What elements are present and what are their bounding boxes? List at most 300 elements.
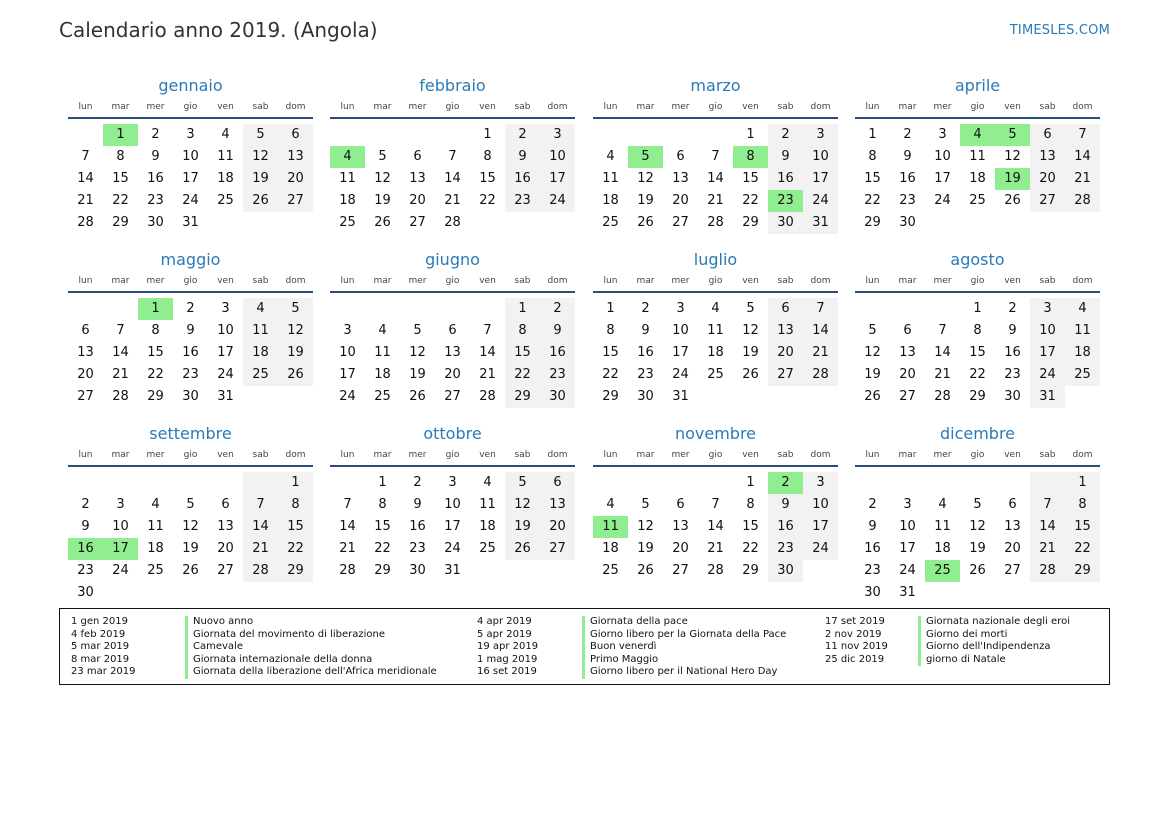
day-cell: 13 bbox=[444, 345, 461, 360]
empty-cell bbox=[628, 472, 663, 494]
day-cell: 4 bbox=[243, 298, 278, 320]
empty-cell bbox=[593, 472, 628, 494]
day-cell: 12 bbox=[637, 519, 654, 534]
day-cell: 11 bbox=[217, 149, 234, 164]
weekday-label: ven bbox=[479, 102, 496, 112]
legend-date: 1 mag 2019 bbox=[477, 653, 538, 665]
day-cell: 26 bbox=[278, 364, 313, 386]
day-cell: 10 bbox=[339, 345, 356, 360]
day-cell: 15 bbox=[1065, 516, 1100, 538]
day-cell: 8 bbox=[505, 320, 540, 342]
weekday-label: sab bbox=[514, 102, 531, 112]
weekday-label: ven bbox=[742, 102, 759, 112]
day-cell: 15 bbox=[374, 519, 391, 534]
day-cell: 2 bbox=[868, 497, 877, 512]
day-cell: 13 bbox=[409, 171, 426, 186]
day-cell: 11 bbox=[479, 497, 496, 512]
day-cell: 10 bbox=[803, 494, 838, 516]
day-cell: 2 bbox=[151, 127, 160, 142]
day-cell: 29 bbox=[278, 560, 313, 582]
day-cell: 28 bbox=[112, 389, 129, 404]
day-cell: 30 bbox=[899, 215, 916, 230]
day-cell: 29 bbox=[742, 215, 759, 230]
day-cell: 21 bbox=[479, 367, 496, 382]
day-cell: 28 bbox=[707, 215, 724, 230]
day-cell: 19 bbox=[637, 541, 654, 556]
day-cell: 7 bbox=[938, 323, 947, 338]
day-cell: 31 bbox=[1030, 386, 1065, 408]
day-cell: 13 bbox=[768, 320, 803, 342]
legend-holiday-name: Giornata del movimento di liberazione bbox=[193, 628, 385, 640]
legend-date: 4 feb 2019 bbox=[71, 628, 126, 640]
day-cell: 21 bbox=[803, 342, 838, 364]
holiday-day-cell: 25 bbox=[925, 560, 960, 582]
legend-date: 16 set 2019 bbox=[477, 666, 537, 677]
day-cell: 29 bbox=[742, 563, 759, 578]
day-cell: 15 bbox=[602, 345, 619, 360]
day-cell: 18 bbox=[339, 193, 356, 208]
day-cell: 19 bbox=[742, 345, 759, 360]
day-cell: 14 bbox=[707, 171, 724, 186]
day-cell: 28 bbox=[803, 364, 838, 386]
day-cell: 11 bbox=[147, 519, 164, 534]
legend-date: 2 nov 2019 bbox=[825, 628, 882, 640]
day-cell: 13 bbox=[672, 171, 689, 186]
day-cell: 10 bbox=[1030, 320, 1065, 342]
legend-holiday-name: Giornata della pace bbox=[590, 616, 688, 627]
day-cell: 26 bbox=[505, 538, 540, 560]
day-cell: 4 bbox=[938, 497, 947, 512]
weekday-label: ven bbox=[1004, 102, 1021, 112]
day-cell: 14 bbox=[339, 519, 356, 534]
empty-cell bbox=[890, 298, 925, 320]
day-cell: 11 bbox=[934, 519, 951, 534]
day-cell: 18 bbox=[217, 171, 234, 186]
day-cell: 19 bbox=[505, 516, 540, 538]
day-cell: 18 bbox=[243, 342, 278, 364]
weekday-header bbox=[330, 273, 575, 293]
day-cell: 9 bbox=[413, 497, 422, 512]
legend-dates-2 bbox=[477, 616, 538, 679]
day-cell: 8 bbox=[151, 323, 160, 338]
day-cell: 25 bbox=[707, 367, 724, 382]
holiday-day-cell: 4 bbox=[330, 146, 365, 168]
day-cell: 26 bbox=[243, 190, 278, 212]
day-cell: 1 bbox=[973, 301, 982, 316]
day-grid bbox=[593, 124, 838, 234]
day-cell: 2 bbox=[186, 301, 195, 316]
empty-cell bbox=[103, 472, 138, 494]
day-cell: 12 bbox=[864, 345, 881, 360]
day-cell: 30 bbox=[77, 585, 94, 600]
day-cell: 2 bbox=[1008, 301, 1017, 316]
day-cell: 21 bbox=[1065, 168, 1100, 190]
day-cell: 17 bbox=[803, 168, 838, 190]
day-cell: 4 bbox=[221, 127, 230, 142]
day-cell: 7 bbox=[448, 149, 457, 164]
weekday-label: dom bbox=[547, 276, 568, 286]
empty-cell bbox=[330, 124, 365, 146]
day-cell: 22 bbox=[112, 193, 129, 208]
legend-holiday-name: Nuovo anno bbox=[193, 616, 254, 627]
month-settembre bbox=[68, 421, 313, 604]
empty-cell bbox=[68, 298, 103, 320]
day-cell: 24 bbox=[672, 367, 689, 382]
day-cell: 26 bbox=[182, 563, 199, 578]
day-cell: 6 bbox=[768, 298, 803, 320]
legend-holiday-name: Buon venerdì bbox=[590, 641, 657, 652]
day-cell: 6 bbox=[81, 323, 90, 338]
legend-date: 23 mar 2019 bbox=[71, 666, 136, 677]
day-cell: 6 bbox=[1008, 497, 1017, 512]
month-name: luglio bbox=[693, 250, 738, 269]
day-cell: 29 bbox=[864, 215, 881, 230]
legend-date: 11 nov 2019 bbox=[825, 641, 888, 652]
legend-holiday-name: Camevale bbox=[193, 641, 243, 652]
weekday-label: dom bbox=[285, 450, 306, 460]
weekday-label: gio bbox=[970, 102, 985, 112]
weekday-label: mer bbox=[146, 276, 165, 286]
day-cell: 31 bbox=[672, 389, 689, 404]
day-cell: 26 bbox=[409, 389, 426, 404]
day-cell: 25 bbox=[602, 215, 619, 230]
day-cell: 23 bbox=[768, 538, 803, 560]
day-cell: 10 bbox=[803, 146, 838, 168]
weekday-header bbox=[68, 99, 313, 119]
day-cell: 23 bbox=[182, 367, 199, 382]
day-cell: 18 bbox=[602, 541, 619, 556]
day-cell: 7 bbox=[483, 323, 492, 338]
weekday-label: ven bbox=[1004, 276, 1021, 286]
day-cell: 25 bbox=[243, 364, 278, 386]
legend-date: 25 dic 2019 bbox=[825, 653, 885, 665]
weekday-label: gio bbox=[445, 102, 460, 112]
day-cell: 23 bbox=[899, 193, 916, 208]
day-cell: 7 bbox=[343, 497, 352, 512]
day-cell: 1 bbox=[868, 127, 877, 142]
day-cell: 19 bbox=[864, 367, 881, 382]
weekday-label: mar bbox=[111, 102, 130, 112]
day-cell: 19 bbox=[637, 193, 654, 208]
day-cell: 9 bbox=[1008, 323, 1017, 338]
legend-dates-1 bbox=[71, 616, 136, 679]
day-cell: 18 bbox=[1065, 342, 1100, 364]
day-cell: 1 bbox=[483, 127, 492, 142]
day-cell: 3 bbox=[448, 475, 457, 490]
day-cell: 28 bbox=[243, 560, 278, 582]
day-cell: 29 bbox=[147, 389, 164, 404]
holiday-day-cell: 16 bbox=[68, 538, 103, 560]
day-cell: 5 bbox=[505, 472, 540, 494]
day-cell: 18 bbox=[602, 193, 619, 208]
day-cell: 27 bbox=[899, 389, 916, 404]
day-cell: 3 bbox=[903, 497, 912, 512]
day-cell: 17 bbox=[339, 367, 356, 382]
day-cell: 15 bbox=[505, 342, 540, 364]
day-cell: 3 bbox=[676, 301, 685, 316]
holiday-day-cell: 1 bbox=[138, 298, 173, 320]
weekday-label: mer bbox=[671, 102, 690, 112]
day-cell: 15 bbox=[112, 171, 129, 186]
day-cell: 24 bbox=[934, 193, 951, 208]
weekday-label: dom bbox=[810, 102, 831, 112]
day-cell: 25 bbox=[147, 563, 164, 578]
day-cell: 2 bbox=[505, 124, 540, 146]
day-cell: 20 bbox=[278, 168, 313, 190]
day-cell: 29 bbox=[505, 386, 540, 408]
day-cell: 19 bbox=[278, 342, 313, 364]
month-aprile bbox=[855, 73, 1100, 234]
weekday-label: dom bbox=[1072, 276, 1093, 286]
weekday-label: sab bbox=[777, 276, 794, 286]
empty-cell bbox=[365, 124, 400, 146]
day-cell: 8 bbox=[746, 497, 755, 512]
day-cell: 20 bbox=[899, 367, 916, 382]
day-cell: 20 bbox=[409, 193, 426, 208]
day-cell: 29 bbox=[602, 389, 619, 404]
day-grid bbox=[68, 298, 313, 408]
weekday-label: sab bbox=[777, 102, 794, 112]
day-cell: 11 bbox=[707, 323, 724, 338]
month-giugno bbox=[330, 247, 575, 408]
day-cell: 28 bbox=[934, 389, 951, 404]
day-cell: 6 bbox=[221, 497, 230, 512]
day-cell: 16 bbox=[768, 516, 803, 538]
weekday-label: dom bbox=[285, 102, 306, 112]
day-grid bbox=[330, 124, 575, 234]
weekday-label: lun bbox=[340, 102, 355, 112]
day-cell: 26 bbox=[1004, 193, 1021, 208]
day-cell: 8 bbox=[606, 323, 615, 338]
day-cell: 16 bbox=[147, 171, 164, 186]
day-cell: 13 bbox=[278, 146, 313, 168]
day-cell: 14 bbox=[803, 320, 838, 342]
day-cell: 21 bbox=[339, 541, 356, 556]
day-cell: 18 bbox=[934, 541, 951, 556]
day-cell: 10 bbox=[899, 519, 916, 534]
day-cell: 8 bbox=[378, 497, 387, 512]
day-grid bbox=[855, 472, 1100, 604]
legend-holiday-name: Giorno dell'Indipendenza bbox=[926, 641, 1051, 652]
day-cell: 14 bbox=[934, 345, 951, 360]
legend-date: 1 gen 2019 bbox=[71, 616, 129, 627]
empty-cell bbox=[470, 298, 505, 320]
day-cell: 4 bbox=[606, 497, 615, 512]
day-cell: 8 bbox=[868, 149, 877, 164]
day-cell: 25 bbox=[339, 215, 356, 230]
day-cell: 2 bbox=[903, 127, 912, 142]
day-cell: 21 bbox=[112, 367, 129, 382]
day-cell: 27 bbox=[768, 364, 803, 386]
day-cell: 29 bbox=[1065, 560, 1100, 582]
holiday-day-cell: 19 bbox=[995, 168, 1030, 190]
weekday-label: sab bbox=[1039, 450, 1056, 460]
day-cell: 2 bbox=[768, 124, 803, 146]
holiday-day-cell: 11 bbox=[593, 516, 628, 538]
day-cell: 16 bbox=[864, 541, 881, 556]
day-cell: 15 bbox=[969, 345, 986, 360]
day-cell: 12 bbox=[742, 323, 759, 338]
day-cell: 31 bbox=[803, 212, 838, 234]
month-maggio bbox=[68, 247, 313, 408]
weekday-label: mar bbox=[636, 276, 655, 286]
day-cell: 3 bbox=[221, 301, 230, 316]
weekday-label: ven bbox=[217, 102, 234, 112]
empty-cell bbox=[243, 472, 278, 494]
day-cell: 19 bbox=[969, 541, 986, 556]
weekday-label: gio bbox=[445, 276, 460, 286]
page-title: Calendario anno 2019. (Angola) bbox=[59, 18, 378, 42]
day-cell: 14 bbox=[1030, 516, 1065, 538]
day-cell: 9 bbox=[505, 146, 540, 168]
day-cell: 30 bbox=[864, 585, 881, 600]
legend-dates-3 bbox=[825, 616, 888, 666]
day-cell: 24 bbox=[540, 190, 575, 212]
day-cell: 16 bbox=[637, 345, 654, 360]
weekday-header bbox=[593, 273, 838, 293]
weekday-label: mer bbox=[671, 450, 690, 460]
day-cell: 9 bbox=[641, 323, 650, 338]
legend-names-2 bbox=[582, 616, 786, 679]
day-cell: 8 bbox=[973, 323, 982, 338]
weekday-label: sab bbox=[252, 450, 269, 460]
day-cell: 15 bbox=[479, 171, 496, 186]
day-cell: 13 bbox=[672, 519, 689, 534]
day-cell: 20 bbox=[77, 367, 94, 382]
empty-cell bbox=[435, 124, 470, 146]
weekday-label: sab bbox=[514, 276, 531, 286]
day-cell: 22 bbox=[479, 193, 496, 208]
day-cell: 7 bbox=[803, 298, 838, 320]
month-name: aprile bbox=[954, 76, 1001, 95]
day-cell: 5 bbox=[186, 497, 195, 512]
day-cell: 17 bbox=[1030, 342, 1065, 364]
holiday-legend bbox=[59, 608, 1110, 685]
legend-date: 8 mar 2019 bbox=[71, 653, 130, 665]
day-cell: 8 bbox=[1065, 494, 1100, 516]
day-cell: 20 bbox=[1030, 168, 1065, 190]
day-cell: 29 bbox=[969, 389, 986, 404]
month-marzo bbox=[593, 73, 838, 234]
weekday-label: dom bbox=[547, 102, 568, 112]
day-cell: 1 bbox=[1065, 472, 1100, 494]
day-cell: 30 bbox=[768, 560, 803, 582]
day-cell: 16 bbox=[540, 342, 575, 364]
day-cell: 16 bbox=[505, 168, 540, 190]
month-name: dicembre bbox=[939, 424, 1016, 443]
day-cell: 16 bbox=[1004, 345, 1021, 360]
empty-cell bbox=[173, 472, 208, 494]
weekday-label: mer bbox=[408, 450, 427, 460]
weekday-label: dom bbox=[810, 276, 831, 286]
day-cell: 23 bbox=[864, 563, 881, 578]
day-cell: 23 bbox=[409, 541, 426, 556]
holiday-day-cell: 5 bbox=[995, 124, 1030, 146]
day-cell: 22 bbox=[864, 193, 881, 208]
day-cell: 9 bbox=[903, 149, 912, 164]
empty-cell bbox=[400, 124, 435, 146]
day-cell: 28 bbox=[707, 563, 724, 578]
weekday-label: ven bbox=[479, 450, 496, 460]
day-cell: 30 bbox=[637, 389, 654, 404]
weekday-label: mer bbox=[933, 276, 952, 286]
weekday-header bbox=[330, 447, 575, 467]
day-cell: 30 bbox=[768, 212, 803, 234]
weekday-label: sab bbox=[1039, 276, 1056, 286]
empty-cell bbox=[1030, 472, 1065, 494]
day-cell: 11 bbox=[602, 171, 619, 186]
day-cell: 25 bbox=[969, 193, 986, 208]
day-cell: 26 bbox=[969, 563, 986, 578]
day-cell: 4 bbox=[378, 323, 387, 338]
weekday-label: dom bbox=[547, 450, 568, 460]
day-cell: 16 bbox=[768, 168, 803, 190]
weekday-header bbox=[593, 99, 838, 119]
empty-cell bbox=[68, 124, 103, 146]
weekday-header bbox=[68, 273, 313, 293]
day-grid bbox=[855, 124, 1100, 234]
legend-holiday-name: Giorno libero per la Giornata della Pace bbox=[590, 628, 787, 640]
weekday-label: dom bbox=[810, 450, 831, 460]
day-cell: 1 bbox=[746, 127, 755, 142]
day-cell: 9 bbox=[868, 519, 877, 534]
day-cell: 31 bbox=[182, 215, 199, 230]
day-grid bbox=[330, 298, 575, 408]
weekday-header bbox=[855, 99, 1100, 119]
day-cell: 7 bbox=[1030, 494, 1065, 516]
day-grid bbox=[68, 472, 313, 604]
day-cell: 16 bbox=[899, 171, 916, 186]
weekday-label: mer bbox=[146, 102, 165, 112]
empty-cell bbox=[138, 472, 173, 494]
month-novembre bbox=[593, 421, 838, 582]
day-cell: 26 bbox=[742, 367, 759, 382]
day-cell: 3 bbox=[343, 323, 352, 338]
day-cell: 26 bbox=[374, 215, 391, 230]
day-cell: 4 bbox=[606, 149, 615, 164]
weekday-label: lun bbox=[603, 276, 618, 286]
day-cell: 28 bbox=[479, 389, 496, 404]
empty-cell bbox=[663, 472, 698, 494]
weekday-label: gio bbox=[970, 450, 985, 460]
empty-cell bbox=[103, 298, 138, 320]
day-cell: 11 bbox=[374, 345, 391, 360]
holiday-day-cell: 5 bbox=[628, 146, 663, 168]
day-cell: 27 bbox=[77, 389, 94, 404]
day-cell: 20 bbox=[217, 541, 234, 556]
day-cell: 28 bbox=[444, 215, 461, 230]
day-cell: 22 bbox=[969, 367, 986, 382]
day-cell: 11 bbox=[969, 149, 986, 164]
weekday-label: mer bbox=[933, 102, 952, 112]
day-cell: 8 bbox=[483, 149, 492, 164]
day-cell: 3 bbox=[186, 127, 195, 142]
weekday-label: dom bbox=[285, 276, 306, 286]
site-link[interactable]: TIMESLES.COM bbox=[1009, 23, 1110, 38]
day-cell: 7 bbox=[243, 494, 278, 516]
day-cell: 1 bbox=[278, 472, 313, 494]
empty-cell bbox=[698, 472, 733, 494]
day-cell: 30 bbox=[540, 386, 575, 408]
day-cell: 9 bbox=[540, 320, 575, 342]
month-dicembre bbox=[855, 421, 1100, 604]
legend-holiday-name: Giorno dei morti bbox=[926, 628, 1008, 640]
weekday-label: lun bbox=[78, 450, 93, 460]
day-cell: 13 bbox=[1004, 519, 1021, 534]
month-name: gennaio bbox=[158, 76, 223, 95]
day-cell: 27 bbox=[444, 389, 461, 404]
weekday-label: lun bbox=[865, 102, 880, 112]
